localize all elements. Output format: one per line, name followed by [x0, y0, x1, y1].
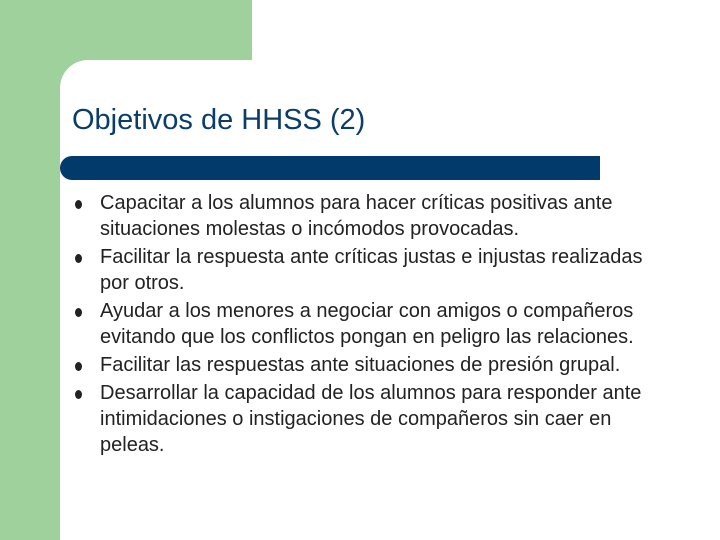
- list-item: [72, 244, 672, 296]
- bullet-icon: [72, 298, 100, 350]
- bullet-text: Capacitar a los alumnos para hacer críticas positivas ante situaciones molestas o incómodos provocadas.: [100, 192, 613, 240]
- bullet-icon: [72, 352, 100, 378]
- title-underline-bar: [60, 156, 600, 180]
- list-item: [72, 380, 672, 458]
- bullet-text: Ayudar a los menores a negociar con amigos o compañeros evitando que los conflictos pongan en peligro las relaciones.: [100, 300, 634, 348]
- bullet-list: [72, 190, 672, 460]
- bullet-icon: [72, 244, 100, 296]
- bullet-text: Facilitar la respuesta ante críticas justas e injustas realizadas por otros.: [100, 246, 643, 294]
- list-item: [72, 298, 672, 350]
- bullet-text: Desarrollar la capacidad de los alumnos para responder ante intimidaciones o instigaciones de compañeros sin caer en peleas.: [100, 382, 642, 456]
- list-item: [72, 190, 672, 242]
- bullet-icon: [72, 380, 100, 458]
- list-item: [72, 352, 672, 378]
- slide-title: Objetivos de HHSS (2): [72, 104, 366, 136]
- bullet-text: Facilitar las respuestas ante situaciones de presión grupal.: [100, 354, 621, 376]
- bullet-icon: [72, 190, 100, 242]
